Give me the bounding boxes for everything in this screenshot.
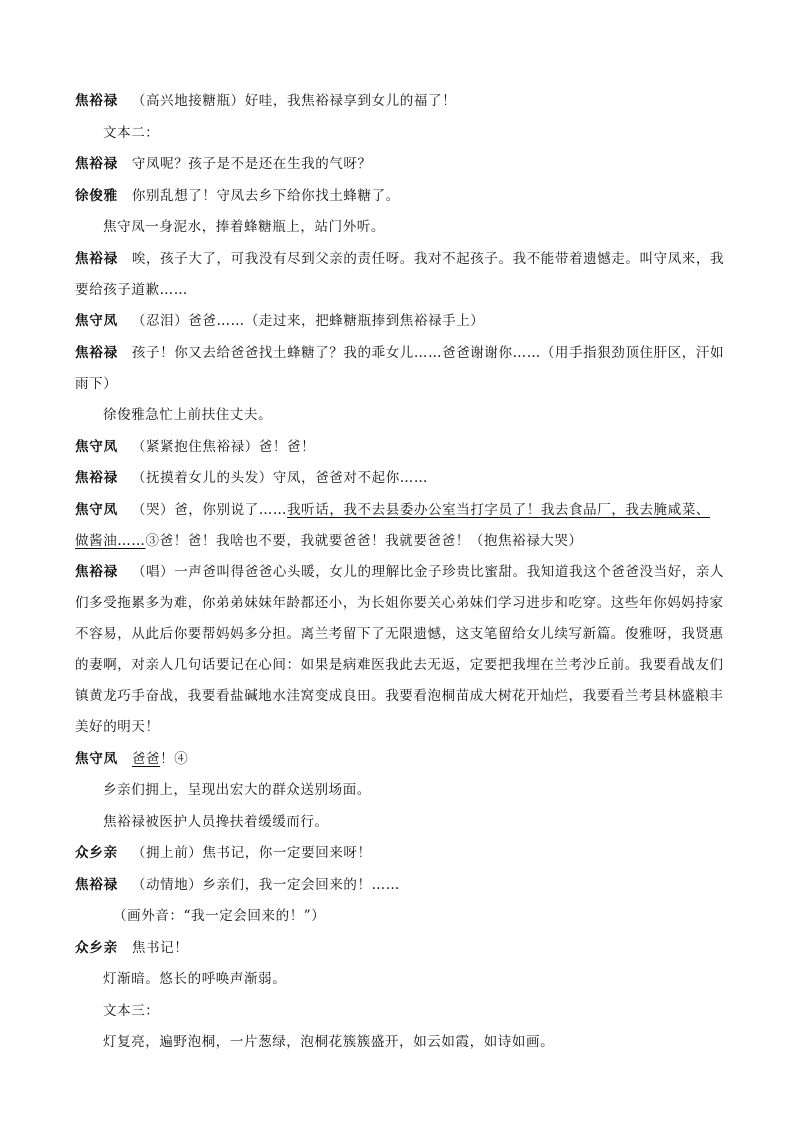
dialogue-text: ③爸！爸！我啥也不要，我就要爸爸！我就要爸爸！（抱焦裕禄大哭） bbox=[145, 532, 583, 549]
section-label: 文本二： bbox=[103, 124, 160, 141]
dialogue-line bbox=[75, 469, 725, 488]
dialogue-text: ！④ bbox=[160, 750, 189, 767]
dialogue-line bbox=[75, 344, 725, 394]
underlined-text: 爸爸 bbox=[131, 750, 161, 767]
dialogue-line bbox=[75, 438, 725, 457]
dialogue-line bbox=[75, 939, 725, 958]
speaker-name: 焦守凤 bbox=[75, 750, 118, 767]
speaker-name: 焦守凤 bbox=[75, 313, 118, 329]
speaker-name: 焦守凤 bbox=[75, 501, 118, 518]
dialogue-line bbox=[75, 876, 725, 895]
section-label: 文本三： bbox=[103, 1002, 160, 1019]
dialogue-text: （哭）爸，你别说了…… bbox=[131, 501, 288, 518]
document-page bbox=[75, 92, 725, 1065]
dialogue-text: （唱）一声爸叫得爸爸心头暖，女儿的理解比金子珍贵比蜜甜。我知道我这个爸爸没当好，亲人 bbox=[131, 564, 725, 580]
dialogue-text-continued: 们多受拖累多为难，你弟弟妹妹年龄都还小，为长姐你要关心弟妹们学习进步和吃穿。这些年你妈妈持家 bbox=[75, 595, 724, 611]
stage-direction: 乡亲们拥上，呈现出宏大的群众送别场面。 bbox=[103, 782, 371, 798]
dialogue-line bbox=[75, 750, 725, 769]
speaker-name: 众乡亲 bbox=[75, 845, 118, 861]
dialogue-text: （忍泪）爸爸……（走过来，把蜂糖瓶捧到焦裕禄手上） bbox=[131, 313, 485, 329]
speaker-name: 焦裕禄 bbox=[75, 564, 118, 580]
dialogue-line bbox=[75, 155, 725, 174]
speaker-name: 焦裕禄 bbox=[75, 470, 118, 486]
speaker-name: 焦裕禄 bbox=[75, 344, 118, 361]
stage-direction: 焦裕禄被医护人员搀扶着缓缓而行。 bbox=[103, 813, 329, 830]
speaker-name: 徐俊雅 bbox=[75, 187, 118, 204]
speaker-name: 焦裕禄 bbox=[75, 156, 118, 172]
dialogue-line bbox=[75, 312, 725, 331]
underlined-text: 做酱油…… bbox=[75, 532, 146, 549]
dialogue-text-continued: 的妻啊，对亲人几句话要记在心间：如果是病难医我此去无返，定要把我埋在兰考沙丘前。我要看战友们 bbox=[75, 657, 724, 673]
dialogue-text-continued: 镇黄龙巧手奋战，我要看盐碱地水洼窝变成良田。我要看泡桐苗成大树花开灿烂，我要看兰考县林盛粮丰 bbox=[75, 688, 724, 704]
dialogue-text: （抚摸着女儿的头发）守凤，爸爸对不起你…… bbox=[131, 470, 429, 486]
dialogue-text-continued: 美好的明天！ bbox=[75, 719, 160, 735]
dialogue-text: （紧紧抱住焦裕禄）爸！爸！ bbox=[131, 438, 316, 455]
dialogue-line bbox=[75, 844, 725, 863]
speaker-name: 焦守凤 bbox=[75, 438, 118, 455]
dialogue-text: （高兴地接糖瓶）好哇，我焦裕禄享到女儿的福了！ bbox=[131, 93, 457, 109]
speaker-name: 焦裕禄 bbox=[75, 93, 118, 109]
dialogue-text: 唉，孩子大了，可我没有尽到父亲的责任呀。我对不起孩子。我不能带着遗憾走。叫守凤来，我 bbox=[131, 250, 725, 267]
dialogue-line bbox=[75, 563, 725, 737]
dialogue-text: 守凤呢？孩子是不是还在生我的气呀？ bbox=[131, 156, 372, 172]
dialogue-line bbox=[75, 92, 725, 111]
dialogue-text: （动情地）乡亲们，我一定会回来的！…… bbox=[131, 876, 400, 893]
voiceover: （画外音：“我一定会回来的！”） bbox=[113, 908, 326, 924]
dialogue-text: 你别乱想了！守凤去乡下给你找土蜂糖了。 bbox=[131, 187, 400, 204]
dialogue-text: 焦书记！ bbox=[131, 939, 189, 956]
dialogue-text-continued: 雨下） bbox=[75, 375, 118, 392]
dialogue-line bbox=[75, 250, 725, 300]
dialogue-text-continued: 要给孩子道歉…… bbox=[75, 281, 188, 298]
stage-direction: 灯复亮，遍野泡桐，一片葱绿，泡桐花簇簇盛开，如云如霞，如诗如画。 bbox=[103, 1034, 555, 1050]
speaker-name: 众乡亲 bbox=[75, 939, 118, 956]
dialogue-text-continued: 不容易，从此后你要帮妈妈多分担。离兰考留下了无限遗憾，这支笔留给女儿续写新篇。俊雅呀，我贤惠 bbox=[75, 626, 724, 642]
dialogue-text: （拥上前）焦书记，你一定要回来呀！ bbox=[131, 845, 372, 861]
speaker-name: 焦裕禄 bbox=[75, 250, 118, 267]
underlined-text: 我听话，我不去县委办公室当打字员了！我去食品厂，我去腌咸菜、 bbox=[287, 501, 711, 518]
dialogue-line bbox=[75, 187, 725, 206]
dialogue-text: 孩子！你又去给爸爸找土蜂糖了？我的乖女儿……爸爸谢谢你……（用手指狠劲顶住肝区，汗如 bbox=[131, 344, 725, 361]
stage-direction: 灯渐暗。悠长的呼唤声渐弱。 bbox=[103, 971, 287, 987]
speaker-name: 焦裕禄 bbox=[75, 876, 118, 893]
stage-direction: 徐俊雅急忙上前扶住丈夫。 bbox=[103, 407, 273, 423]
stage-direction: 焦守凤一身泥水，捧着蜂糖瓶上，站门外听。 bbox=[103, 219, 385, 235]
dialogue-line bbox=[75, 501, 725, 551]
